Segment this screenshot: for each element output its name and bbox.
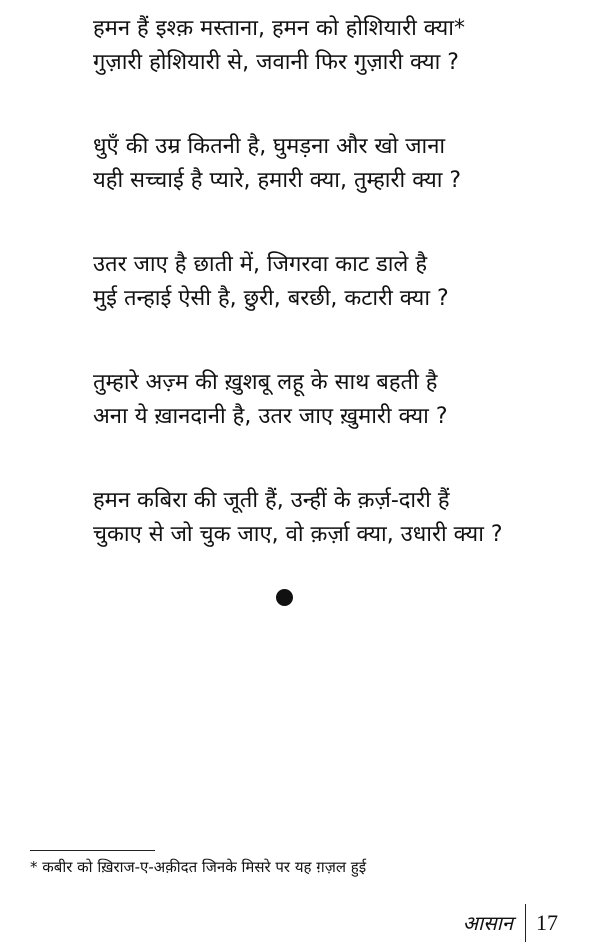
verse-line: हमन हैं इश्क़ मस्ताना, हमन को होशियारी क्या*: [93, 16, 465, 41]
verse-line: अना ये ख़ानदानी है, उतर जाए ख़ुमारी क्या ?: [93, 404, 448, 429]
stanza-1: [93, 12, 493, 80]
verse-line: धुएँ की उम्र कितनी है, घुमड़ना और खो जाना: [93, 134, 446, 159]
footnote: * कबीर को ख़िराज-ए-अक़ीदत जिनके मिसरे पर यह ग़ज़ल हुई: [30, 858, 367, 876]
verse-line: यही सच्चाई है प्यारे, हमारी क्या, तुम्हारी क्या ?: [93, 168, 462, 193]
page-number: 17: [536, 910, 558, 935]
verse-line: हमन कबिरा की जूती हैं, उन्हीं के क़र्ज़-दारी हैं: [93, 488, 450, 513]
verse-line: गुज़ारी होशियारी से, जवानी फिर गुज़ारी क्या ?: [93, 50, 459, 75]
stanza-5: [93, 484, 503, 552]
section-end-dot: [276, 589, 293, 606]
stanza-2: [93, 130, 493, 198]
book-title: आसान: [462, 911, 513, 935]
page-footer: [463, 903, 558, 943]
verse-line: चुकाए से जो चुक जाए, वो क़र्ज़ा क्या, उधारी क्या ?: [93, 522, 503, 547]
footer-divider: [525, 904, 526, 942]
verse-line: मुई तन्हाई ऐसी है, छुरी, बरछी, कटारी क्या ?: [93, 286, 449, 311]
verse-line: उतर जाए है छाती में, जिगरवा काट डाले है: [93, 252, 428, 277]
stanza-4: [93, 366, 493, 434]
footnote-divider: [30, 850, 155, 851]
verse-line: तुम्हारे अज़्म की ख़ुशबू लहू के साथ बहती है: [93, 370, 438, 395]
stanza-3: [93, 248, 493, 316]
